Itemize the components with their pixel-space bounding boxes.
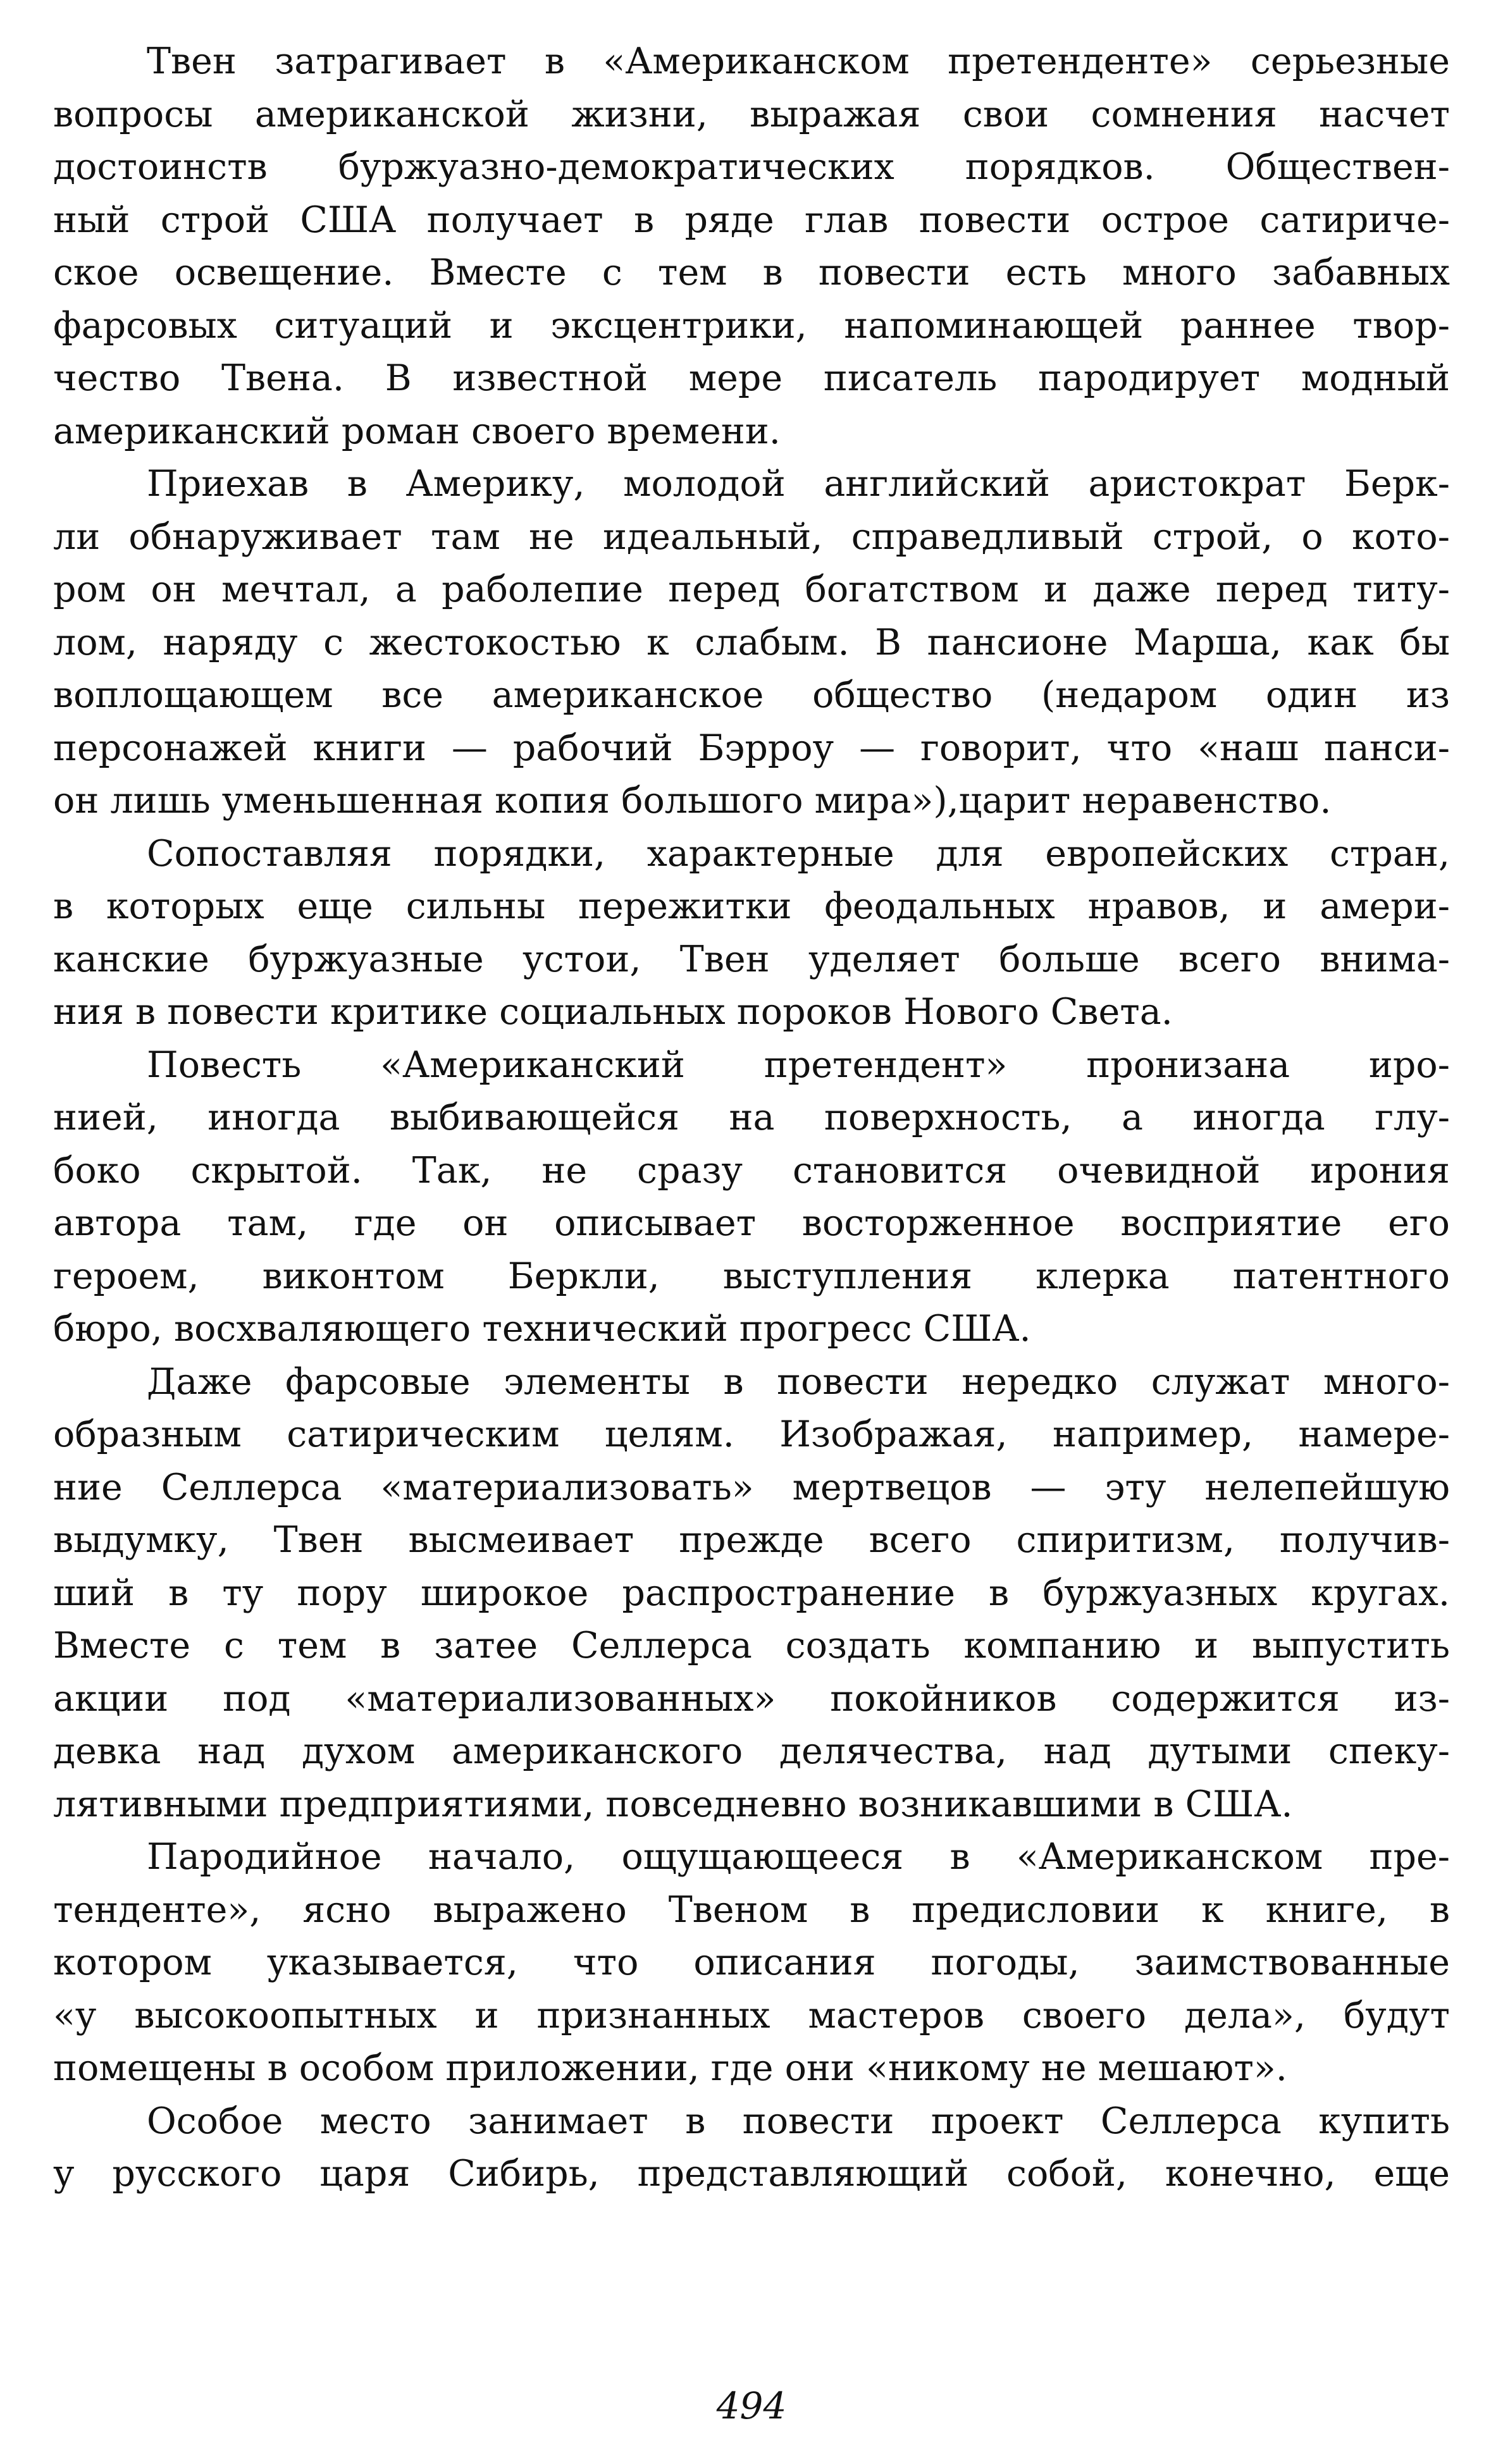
paragraph-3 — [53, 828, 1450, 1039]
page-number: 494 — [716, 2384, 787, 2427]
text-line: Приехав в Америку, молодой английский аристократ Берк- — [147, 463, 1450, 505]
paragraph-6 — [53, 1831, 1450, 2095]
text-line: Сопоставляя порядки, характерные для европейских стран, — [147, 832, 1450, 875]
text-line: американский роман своего времени. — [53, 410, 781, 452]
text-line: ния в повести критике социальных пороков Нового Света. — [53, 991, 1173, 1033]
text-line: он лишь уменьшенная копия большого мира»),царит неравенство. — [53, 780, 1332, 822]
text-line: достоинств буржуазно-демократических порядков. Обществен- — [53, 146, 1450, 188]
text-line: ли обнаруживает там не идеальный, справедливый строй, о кото- — [53, 515, 1450, 558]
text-line: ный строй США получает в ряде глав повести острое сатириче- — [53, 199, 1450, 241]
text-line: Вместе с тем в затее Селлерса создать компанию и выпустить — [53, 1625, 1450, 1666]
text-line: тенденте», ясно выражено Твеном в предисловии к книге, в — [53, 1888, 1450, 1931]
text-line: нией, иногда выбивающейся на поверхность, а иногда глу- — [53, 1097, 1450, 1138]
text-line: ром он мечтал, а раболепие перед богатством и даже перед титу- — [53, 569, 1450, 610]
text-line: автора там, где он описывает восторженное восприятие его — [53, 1202, 1450, 1244]
text-line: Пародийное начало, ощущающееся в «Американском пре- — [147, 1836, 1450, 1878]
text-line: вопросы американской жизни, выражая свои сомнения насчет — [53, 93, 1450, 135]
text-line: в которых еще сильны пережитки феодальных нравов, и амери- — [53, 885, 1450, 927]
paragraph-4 — [53, 1039, 1450, 1356]
text-line: Повесть «Американский претендент» пронизана иро- — [147, 1044, 1450, 1086]
paragraph-7 — [53, 2095, 1450, 2201]
text-line: Особое место занимает в повести проект Селлерса купить — [147, 2100, 1450, 2142]
text-line: воплощающем все американское общество (недаром один из — [53, 674, 1450, 716]
paragraph-1 — [53, 35, 1450, 458]
text-line: «у высокоопытных и признанных мастеров своего дела», будут — [53, 1994, 1450, 2036]
paragraph-5 — [53, 1356, 1450, 1832]
text-line: героем, виконтом Беркли, выступления клерка патентного — [53, 1255, 1450, 1297]
text-line: помещены в особом приложении, где они «никому не мешают». — [53, 2047, 1287, 2089]
text-line: персонажей книги — рабочий Бэрроу — говорит, что «наш панси- — [53, 727, 1450, 769]
text-line: Твен затрагивает в «Американском претенденте» серьезные — [147, 40, 1450, 82]
text-line: лом, наряду с жестокостью к слабым. В пансионе Марша, как бы — [53, 621, 1450, 663]
text-line: Даже фарсовые элементы в повести нередко служат много- — [147, 1360, 1450, 1403]
text-line: акции под «материализованных» покойников содержится из- — [53, 1677, 1450, 1720]
text-line: образным сатирическим целям. Изображая, например, намере- — [53, 1414, 1450, 1455]
text-line: лятивными предприятиями, повседневно возникавшими в США. — [53, 1783, 1293, 1825]
text-line: котором указывается, что описания погоды, заимствованные — [53, 1942, 1450, 1983]
text-line: фарсовых ситуаций и эксцентрики, напоминающей раннее твор- — [53, 304, 1450, 347]
text-line: ское освещение. Вместе с тем в повести есть много забавных — [53, 252, 1450, 293]
text-line: боко скрытой. Так, не сразу становится очевидной ирония — [53, 1149, 1450, 1192]
page-body — [53, 35, 1450, 2201]
text-line: у русского царя Сибирь, представляющий собой, конечно, еще — [53, 2153, 1450, 2195]
paragraph-2 — [53, 458, 1450, 828]
text-line: выдумку, Твен высмеивает прежде всего спиритизм, получив- — [53, 1519, 1450, 1561]
text-line: ший в ту пору широкое распространение в буржуазных кругах. — [53, 1572, 1450, 1614]
text-line: канские буржуазные устои, Твен уделяет больше всего внима- — [53, 938, 1450, 980]
text-line: ние Селлерса «материализовать» мертвецов — эту нелепейшую — [53, 1466, 1450, 1508]
text-line: девка над духом американского делячества, над дутыми спеку- — [53, 1730, 1450, 1772]
text-line: чество Твена. В известной мере писатель пародирует модный — [53, 357, 1450, 399]
text-line: бюро, восхваляющего технический прогресс США. — [53, 1308, 1031, 1350]
